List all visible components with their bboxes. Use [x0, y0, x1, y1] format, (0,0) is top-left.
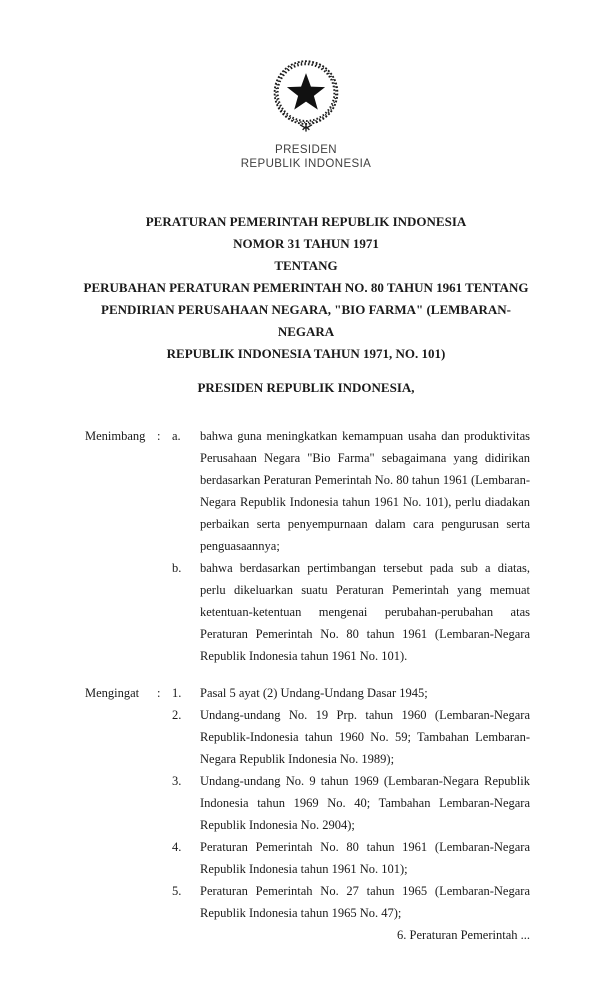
title-line-4: PERUBAHAN PERATURAN PEMERINTAH NO. 80 TAHUN 1961 TENTANG	[83, 280, 529, 295]
section-label: Mengingat	[85, 686, 140, 700]
item-marker: b.	[172, 561, 182, 575]
item-marker: 3.	[172, 774, 182, 788]
menimbang-item-a	[85, 425, 530, 557]
letterhead-line1: PRESIDEN	[275, 144, 337, 156]
item-marker: 4.	[172, 840, 182, 854]
item-text: Pasal 5 ayat (2) Undang-Undang Dasar 1945;	[200, 686, 428, 700]
title-line-1: PERATURAN PEMERINTAH REPUBLIK INDONESIA	[145, 214, 467, 229]
mengingat-item-4	[85, 836, 530, 880]
document-title	[82, 211, 530, 365]
letterhead-text	[82, 144, 530, 171]
presidential-seal-icon	[263, 57, 349, 135]
title-line-3: TENTANG	[274, 258, 338, 273]
title-line-2: NOMOR 31 TAHUN 1971	[233, 236, 379, 251]
letterhead	[82, 57, 530, 171]
mengingat-item-3	[85, 770, 530, 836]
item-text: Undang-undang No. 19 Prp. tahun 1960 (Lembaran-Negara Republik-Indonesia tahun 1960 No. 59; Tambahan Lembaran-Negara Republik Indonesia No. 1989);	[200, 708, 530, 766]
mengingat-item-5	[85, 880, 530, 924]
item-marker: 1.	[172, 686, 182, 700]
seal-star-icon	[287, 73, 325, 110]
item-text: Peraturan Pemerintah No. 80 tahun 1961 (Lembaran-Negara Republik Indonesia tahun 1961 No. 101);	[200, 840, 530, 876]
mengingat-item-2	[85, 704, 530, 770]
mengingat-section	[85, 682, 530, 924]
title-line-6: REPUBLIK INDONESIA TAHUN 1971, NO. 101)	[166, 346, 446, 361]
item-text: Peraturan Pemerintah No. 27 tahun 1965 (Lembaran-Negara Republik Indonesia tahun 1965 No. 47);	[200, 884, 530, 920]
item-text: bahwa berdasarkan pertimbangan tersebut pada sub a diatas, perlu dikeluarkan suatu Peraturan Pemerintah yang memuat ketentuan-ketentuan mengenai perubahan-perubahan atas Peraturan Pemerintah No. 80 tahun 1961 (Lembaran-Negara Republik Indonesia tahun 1961 No. 101).	[200, 561, 530, 663]
item-text: bahwa guna meningkatkan kemampuan usaha dan produktivitas Perusahaan Negara "Bio Farma" sebagaimana yang didirikan berdasarkan Peraturan Pemerintah No. 80 tahun 1961 (Lembaran-Negara Republik Indonesia tahun 1961 No. 101), perlu diadakan perbaikan serta penyempurnaan dalam cara pengurusan serta penguasaannya;	[200, 429, 530, 553]
title-line-5: PENDIRIAN PERUSAHAAN NEGARA, "BIO FARMA" (LEMBARAN-NEGARA	[101, 302, 511, 339]
salutation: PRESIDEN REPUBLIK INDONESIA,	[197, 380, 415, 395]
catchword: 6. Peraturan Pemerintah ...	[397, 928, 530, 942]
item-marker: 2.	[172, 708, 182, 722]
letterhead-line2: REPUBLIK INDONESIA	[240, 157, 372, 170]
menimbang-item-b	[85, 557, 530, 667]
item-marker: a.	[172, 429, 181, 443]
item-text: Undang-undang No. 9 tahun 1969 (Lembaran-Negara Republik Indonesia tahun 1969 No. 40; Tambahan Lembaran-Negara Republik Indonesia No. 2904);	[200, 774, 530, 832]
item-marker: 5.	[172, 884, 182, 898]
mengingat-item-1	[85, 682, 530, 704]
menimbang-section	[85, 425, 530, 667]
section-label: Menimbang	[85, 429, 146, 443]
section-colon: :	[157, 429, 161, 443]
section-colon: :	[157, 686, 161, 700]
